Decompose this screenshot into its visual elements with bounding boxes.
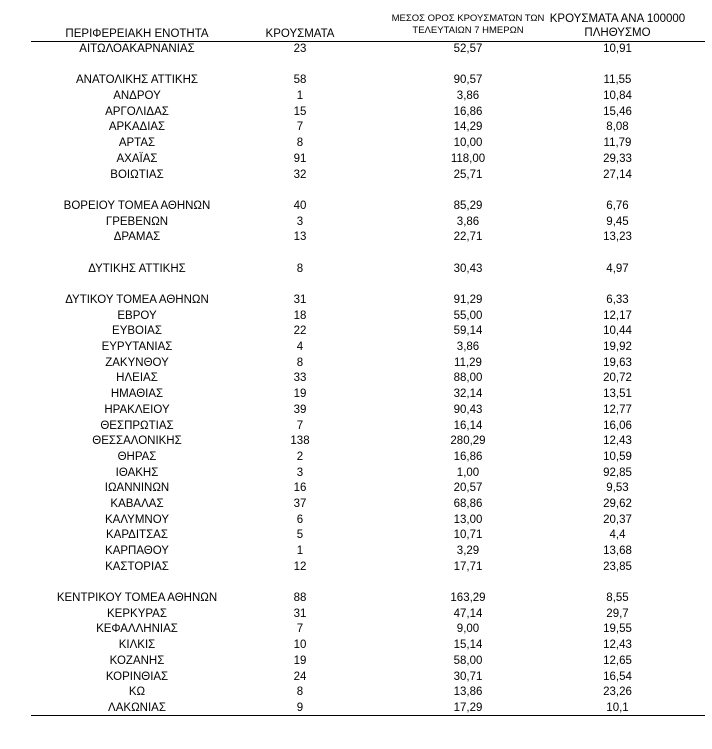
region-cell: ΕΥΡΥΤΑΝΙΑΣ — [101, 341, 173, 354]
region-cell: ΕΒΡΟΥ — [117, 309, 157, 322]
table-row — [0, 497, 712, 513]
avg-7-days-cell: 47,14 — [453, 607, 483, 620]
avg-7-days-cell: 14,29 — [453, 121, 483, 134]
cases-cell: 7 — [296, 419, 304, 432]
avg-7-days-cell: 20,57 — [453, 482, 483, 495]
region-cell: ΚΑΡΠΑΘΟΥ — [105, 545, 169, 557]
per-100k-cell: 10,91 — [603, 43, 632, 55]
cases-cell: 7 — [296, 623, 304, 636]
per-100k-cell: 16,06 — [603, 419, 632, 432]
table-row — [0, 544, 712, 560]
avg-7-days-cell: 3,86 — [456, 215, 480, 228]
per-100k-cell: 29,7 — [606, 607, 629, 620]
table-row — [0, 89, 712, 105]
region-cell: ΔΥΤΙΚΟΥ ΤΟΜΕΑ ΑΘΗΝΩΝ — [65, 294, 209, 306]
avg-7-days-cell: 17,29 — [453, 701, 483, 714]
per-100k-cell: 4,4 — [609, 529, 626, 542]
table-row — [0, 685, 712, 701]
avg-7-days-cell: 91,29 — [453, 294, 483, 306]
avg-7-days-cell: 22,71 — [453, 231, 483, 244]
cases-cell: 31 — [293, 294, 307, 306]
region-cell: ΚΑΒΑΛΑΣ — [110, 497, 164, 510]
per-100k-cell: 8,08 — [606, 121, 629, 134]
per-100k-cell: 9,53 — [606, 482, 629, 495]
avg-7-days-cell: 118,00 — [450, 152, 486, 165]
per-100k-cell: 13,51 — [603, 388, 632, 401]
table-row — [0, 560, 712, 576]
table-row — [0, 607, 712, 623]
table-row — [0, 419, 712, 435]
per-100k-cell: 12,43 — [603, 639, 632, 652]
per-100k-cell: 8,55 — [606, 592, 629, 605]
table-row — [0, 528, 712, 544]
cases-cell: 4 — [296, 341, 304, 354]
cases-cell: 6 — [296, 513, 304, 526]
cases-cell: 88 — [293, 592, 307, 605]
per-100k-cell: 6,33 — [606, 294, 629, 306]
cases-cell: 33 — [293, 372, 307, 385]
region-cell: ΛΑΚΩΝΙΑΣ — [108, 701, 166, 714]
table-row — [0, 215, 712, 231]
region-cell: ΑΡΓΟΛΙΔΑΣ — [105, 105, 169, 118]
avg-7-days-cell: 9,00 — [456, 623, 480, 636]
cases-cell: 7 — [296, 121, 304, 134]
per-100k-cell: 10,1 — [606, 701, 629, 714]
cases-cell: 1 — [296, 545, 304, 557]
table-row — [0, 434, 712, 450]
cases-cell: 18 — [293, 309, 307, 322]
table-row — [0, 136, 712, 152]
avg-7-days-cell: 15,14 — [453, 639, 483, 652]
per-100k-cell: 19,63 — [603, 356, 632, 369]
avg-7-days-cell: 52,57 — [453, 43, 483, 55]
cases-cell: 9 — [296, 701, 304, 714]
avg-7-days-cell: 90,43 — [453, 403, 483, 416]
per-100k-cell: 10,44 — [603, 325, 632, 338]
cases-cell: 39 — [293, 403, 307, 416]
table-row — [0, 262, 712, 278]
avg-7-days-cell: 58,00 — [453, 654, 483, 667]
region-cell: ΘΗΡΑΣ — [117, 450, 157, 463]
region-cell: ΑΝΔΡΟΥ — [113, 90, 161, 103]
region-cell: ΔΡΑΜΑΣ — [113, 231, 161, 244]
table-body — [0, 42, 712, 717]
table-row — [0, 591, 712, 607]
cases-cell: 22 — [293, 325, 307, 338]
avg-7-days-cell: 280,29 — [450, 435, 486, 448]
table-row — [0, 42, 712, 58]
region-cell: ΚΑΣΤΟΡΙΑΣ — [105, 560, 169, 573]
avg-7-days-cell: 16,86 — [453, 450, 483, 463]
per-100k-cell: 6,76 — [606, 199, 629, 212]
cases-cell: 15 — [293, 105, 307, 118]
per-100k-cell: 29,62 — [603, 497, 632, 510]
per-100k-cell: 10,59 — [603, 450, 632, 463]
table-row — [0, 638, 712, 654]
table-row — [0, 168, 712, 184]
cases-cell: 5 — [296, 529, 304, 542]
table-row — [0, 120, 712, 136]
table-spacer-row — [0, 183, 712, 199]
avg-7-days-cell: 16,86 — [453, 105, 483, 118]
avg-7-days-cell: 13,00 — [453, 513, 483, 526]
region-cell: ΚΙΛΚΙΣ — [118, 639, 156, 652]
avg-7-days-cell: 32,14 — [453, 388, 483, 401]
column-header-per-line1: ΚΡΟΥΣΜΑΤΑ ΑΝΑ 100000 — [549, 13, 686, 25]
per-100k-cell: 20,37 — [603, 513, 632, 526]
region-cell: ΑΡΚΑΔΙΑΣ — [108, 121, 166, 134]
per-100k-cell: 12,65 — [603, 654, 632, 667]
table-row — [0, 387, 712, 403]
per-100k-cell: 15,46 — [603, 105, 632, 118]
cases-cell: 16 — [293, 482, 307, 495]
cases-cell: 138 — [290, 435, 310, 448]
avg-7-days-cell: 55,00 — [453, 309, 483, 322]
cases-cell: 3 — [296, 215, 304, 228]
per-100k-cell: 19,92 — [603, 341, 632, 354]
cases-cell: 13 — [293, 231, 307, 244]
cases-cell: 8 — [296, 137, 304, 150]
cases-cell: 32 — [293, 168, 307, 181]
cases-cell: 19 — [293, 654, 307, 667]
region-cell: ΚΟΖΑΝΗΣ — [109, 654, 165, 667]
region-cell: ΖΑΚΥΝΘΟΥ — [105, 356, 169, 369]
region-cell: ΚΕΡΚΥΡΑΣ — [107, 607, 167, 620]
region-cell: ΗΜΑΘΙΑΣ — [110, 388, 164, 401]
region-cell: ΘΕΣΣΑΛΟΝΙΚΗΣ — [92, 435, 182, 448]
table-row — [0, 622, 712, 638]
cases-cell: 3 — [296, 466, 304, 479]
per-100k-cell: 16,54 — [603, 670, 632, 683]
cases-cell: 10 — [293, 639, 307, 652]
per-100k-cell: 13,68 — [603, 545, 632, 557]
per-100k-cell: 11,55 — [603, 74, 632, 87]
cases-cell: 8 — [296, 356, 304, 369]
region-cell: ΚΑΛΥΜΝΟΥ — [105, 513, 169, 526]
region-cell: ΒΟΡΕΙΟΥ ΤΟΜΕΑ ΑΘΗΝΩΝ — [63, 199, 211, 212]
region-cell: ΔΥΤΙΚΗΣ ΑΤΤΙΚΗΣ — [88, 262, 186, 275]
per-100k-cell: 23,85 — [603, 560, 632, 573]
cases-cell: 24 — [293, 670, 307, 683]
table-row — [0, 466, 712, 482]
table-spacer-row — [0, 246, 712, 262]
per-100k-cell: 23,26 — [603, 686, 632, 699]
column-header-per-100k — [545, 12, 690, 40]
table-spacer-row — [0, 277, 712, 293]
avg-7-days-cell: 1,00 — [456, 466, 480, 479]
cases-cell: 8 — [296, 686, 304, 699]
per-100k-cell: 19,55 — [603, 623, 632, 636]
cases-cell: 31 — [293, 607, 307, 620]
table-row — [0, 152, 712, 168]
avg-7-days-cell: 90,57 — [453, 74, 483, 87]
region-cell: ΑΝΑΤΟΛΙΚΗΣ ΑΤΤΙΚΗΣ — [75, 74, 198, 87]
per-100k-cell: 27,14 — [603, 168, 632, 181]
per-100k-cell: 12,43 — [603, 435, 632, 448]
cases-cell: 91 — [293, 152, 307, 165]
region-cell: ΗΛΕΙΑΣ — [116, 372, 158, 385]
avg-7-days-cell: 17,71 — [453, 560, 483, 573]
region-cell: ΒΟΙΩΤΙΑΣ — [110, 168, 164, 181]
region-cell: ΑΧΑΪΑΣ — [116, 152, 158, 165]
avg-7-days-cell: 11,29 — [454, 356, 482, 369]
avg-7-days-cell: 3,86 — [456, 90, 480, 103]
region-cell: ΙΩΑΝΝΙΝΩΝ — [104, 482, 170, 495]
avg-7-days-cell: 3,86 — [456, 341, 480, 354]
table-row — [0, 309, 712, 325]
avg-7-days-cell: 163,29 — [450, 592, 486, 605]
per-100k-cell: 9,45 — [606, 215, 629, 228]
column-header-region: ΠΕΡΙΦΕΡΕΙΑΚΗ ΕΝΟΤΗΤΑ — [65, 28, 209, 40]
table-spacer-row — [0, 575, 712, 591]
table-spacer-row — [0, 58, 712, 74]
per-100k-cell: 12,77 — [603, 403, 632, 416]
column-header-avg-7-days — [368, 13, 568, 37]
cases-cell: 37 — [293, 497, 307, 510]
avg-7-days-cell: 88,00 — [453, 372, 483, 385]
column-header-cases: ΚΡΟΥΣΜΑΤΑ — [265, 28, 335, 40]
table-row — [0, 513, 712, 529]
table-row — [0, 324, 712, 340]
table-bottom-divider — [31, 715, 705, 716]
region-cell: ΚΑΡΔΙΤΣΑΣ — [106, 529, 168, 542]
cases-cell: 23 — [293, 43, 307, 55]
table-row — [0, 356, 712, 372]
avg-7-days-cell: 68,86 — [453, 497, 483, 510]
table-row — [0, 105, 712, 121]
region-cell: ΗΡΑΚΛΕΙΟΥ — [104, 403, 170, 416]
table-row — [0, 654, 712, 670]
cases-cell: 1 — [296, 90, 304, 103]
per-100k-cell: 12,17 — [603, 309, 632, 322]
per-100k-cell: 92,85 — [603, 466, 632, 479]
avg-7-days-cell: 16,14 — [453, 419, 483, 432]
per-100k-cell: 20,72 — [603, 372, 632, 385]
region-cell: ΓΡΕΒΕΝΩΝ — [105, 215, 169, 228]
cases-cell: 58 — [293, 74, 307, 87]
avg-7-days-cell: 30,71 — [453, 670, 483, 683]
avg-7-days-cell: 59,14 — [453, 325, 483, 338]
table-row — [0, 403, 712, 419]
table-row — [0, 199, 712, 215]
cases-cell: 12 — [293, 560, 307, 573]
per-100k-cell: 13,23 — [603, 231, 632, 244]
cases-cell: 40 — [293, 199, 307, 212]
column-header-avg-line2: ΤΕΛΕΥΤΑΙΩΝ 7 ΗΜΕΡΩΝ — [412, 25, 524, 36]
region-cell: ΑΡΤΑΣ — [118, 137, 156, 150]
region-cell: ΚΩ — [128, 686, 146, 699]
avg-7-days-cell: 85,29 — [453, 199, 483, 212]
table-row — [0, 73, 712, 89]
column-header-per-line2: ΠΛΗΘΥΣΜΟ — [584, 27, 651, 39]
avg-7-days-cell: 13,86 — [453, 686, 483, 699]
cases-cell: 8 — [296, 262, 304, 275]
avg-7-days-cell: 10,00 — [453, 137, 483, 150]
avg-7-days-cell: 3,29 — [456, 545, 480, 557]
table-row — [0, 371, 712, 387]
avg-7-days-cell: 30,43 — [453, 262, 483, 275]
per-100k-cell: 29,33 — [603, 152, 632, 165]
avg-7-days-cell: 25,71 — [453, 168, 483, 181]
table-row — [0, 230, 712, 246]
table-row — [0, 450, 712, 466]
per-100k-cell: 10,84 — [603, 90, 632, 103]
cases-cell: 2 — [296, 450, 304, 463]
cases-cell: 19 — [293, 388, 307, 401]
region-cell: ΘΕΣΠΡΩΤΙΑΣ — [100, 419, 174, 432]
table-row — [0, 340, 712, 356]
per-100k-cell: 4,97 — [606, 262, 629, 275]
table-row — [0, 293, 712, 309]
per-100k-cell: 11,79 — [603, 137, 632, 150]
region-cell: ΙΘΑΚΗΣ — [115, 466, 159, 479]
table-row — [0, 670, 712, 686]
region-cell: ΚΕΝΤΡΙΚΟΥ ΤΟΜΕΑ ΑΘΗΝΩΝ — [56, 592, 218, 605]
region-cell: ΑΙΤΩΛΟΑΚΑΡΝΑΝΙΑΣ — [79, 43, 195, 55]
region-cell: ΚΕΦΑΛΛΗΝΙΑΣ — [96, 623, 178, 636]
avg-7-days-cell: 10,71 — [453, 529, 483, 542]
region-cell: ΚΟΡΙΝΘΙΑΣ — [105, 670, 169, 683]
column-header-avg-line1: ΜΕΣΟΣ ΟΡΟΣ ΚΡΟΥΣΜΑΤΩΝ ΤΩΝ — [391, 13, 545, 24]
table-row — [0, 481, 712, 497]
region-cell: ΕΥΒΟΙΑΣ — [112, 325, 162, 338]
